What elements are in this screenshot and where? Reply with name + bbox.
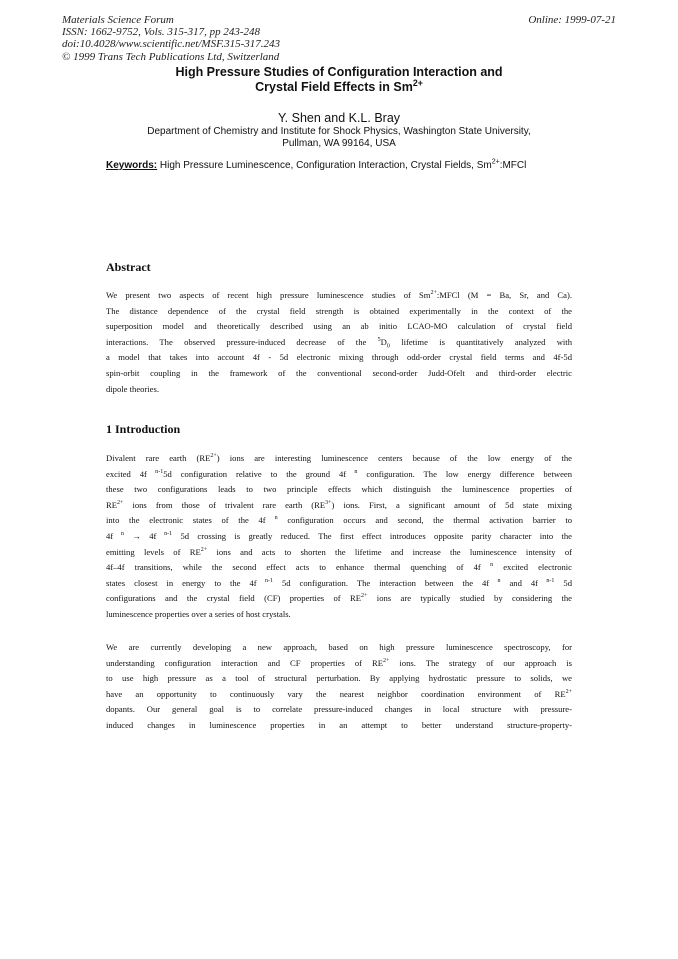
abstract-heading: Abstract (106, 260, 151, 274)
paper-title (0, 65, 678, 95)
journal-name: Materials Science Forum (62, 14, 174, 26)
affiliation: Department of Chemistry and Institute for Shock Physics, Washington State University, Pullman, WA 99164, USA (147, 126, 531, 149)
introduction-paragraph-1: Divalent rare earth $(RE^{2+})$ ions are interesting luminescence centers because of the low energy of the excited 4f $^{n-1}$5d configuration relative to the ground 4f $^n$ configuration. The low energy difference between these two configurations leads to two principle effects which distinguish the luminescence properties of $RE^{2+}$ ions from those of trivalent rare earth $(RE^{3+})$ ions. First, a significant amount of 5d state mixing into the electronic states of the 4f $^n$ configuration occurs and second, the thermal activation barrier to 4f $^n$ → 4f $^{n-1}$ 5d crossing is greatly reduced. The first effect introduces opposite parity character into the emitting levels of $RE^{2+}$ ions and acts to shorten the lifetime and increase the luminescence intensity of 4f–4f transitions, while the second effect acts to enhance thermal quenching of 4f $^n$ excited electronic states closest in energy to the 4f $^{n-1}$ 5d configuration. The interaction between the 4f $^n$ and 4f $^{n-1}$ 5d configurations and the crystal field (CF) properties of $RE^{2+}$ ions are typically studied by considering the luminescence properties over a series of host crystals. (106, 453, 573, 619)
copyright-line: © 1999 Trans Tech Publications Ltd, Switzerland (62, 50, 280, 63)
introduction-paragraph-2: We are currently developing a new approach, based on high pressure luminescence spectroscopy, for understanding configuration interaction and CF properties of $RE^{2+}$ ions. The strategy of our approach is to use high pressure as a tool of structural perturbation. By applying hydrostatic pressure to solids, we have an opportunity to continuously vary the nearest neighbor coordination environment of $RE^{2+}$ dopants. Our general goal is to correlate pressure-induced changes in local structure with pressure- induced changes in luminescence properties in an attempt to better understand structure-property- (106, 642, 572, 730)
title-line-1: High Pressure Studies of Configuration Interaction and (175, 65, 503, 79)
introduction-heading: 1 Introduction (106, 422, 181, 436)
online-date: Online: 1999-07-21 (528, 14, 616, 26)
doi-line: doi:10.4028/www.scientific.net/MSF.315-317.243 (62, 38, 281, 51)
abstract-text: We present two aspects of recent high pressure luminescence studies of $Sm^{2+}:MFCl$ (M = Ba, Sr, and Ca). The distance dependence of the crystal field strength is obtained experimentally in the context of the superposition model and theoretically described using an ab initio LCAO-MO calculation of crystal field interactions. The observed pressure-induced decrease of the $^5D_0$ lifetime is quantitatively analyzed with a model that takes into account 4f - 5d electronic mixing through odd-order crystal field terms and 4f-5d spin-orbit coupling in the framework of the conventional second-order Judd-Ofelt and third-order electric dipole theories. (106, 290, 572, 394)
authors: Y. Shen and K.L. Bray (277, 111, 401, 125)
keywords-label: Keywords: (106, 160, 158, 171)
title-line-2: Crystal Field Effects in $Sm^{2+}$ (255, 77, 423, 94)
journal-metadata (62, 14, 280, 63)
keywords: Keywords: High Pressure Luminescence, Configuration Interaction, Crystal Fields, $Sm^{2+}:MFCl$ (106, 158, 527, 171)
issn-line: ISSN: 1662-9752, Vols. 315-317, pp 243-248 (62, 26, 260, 39)
